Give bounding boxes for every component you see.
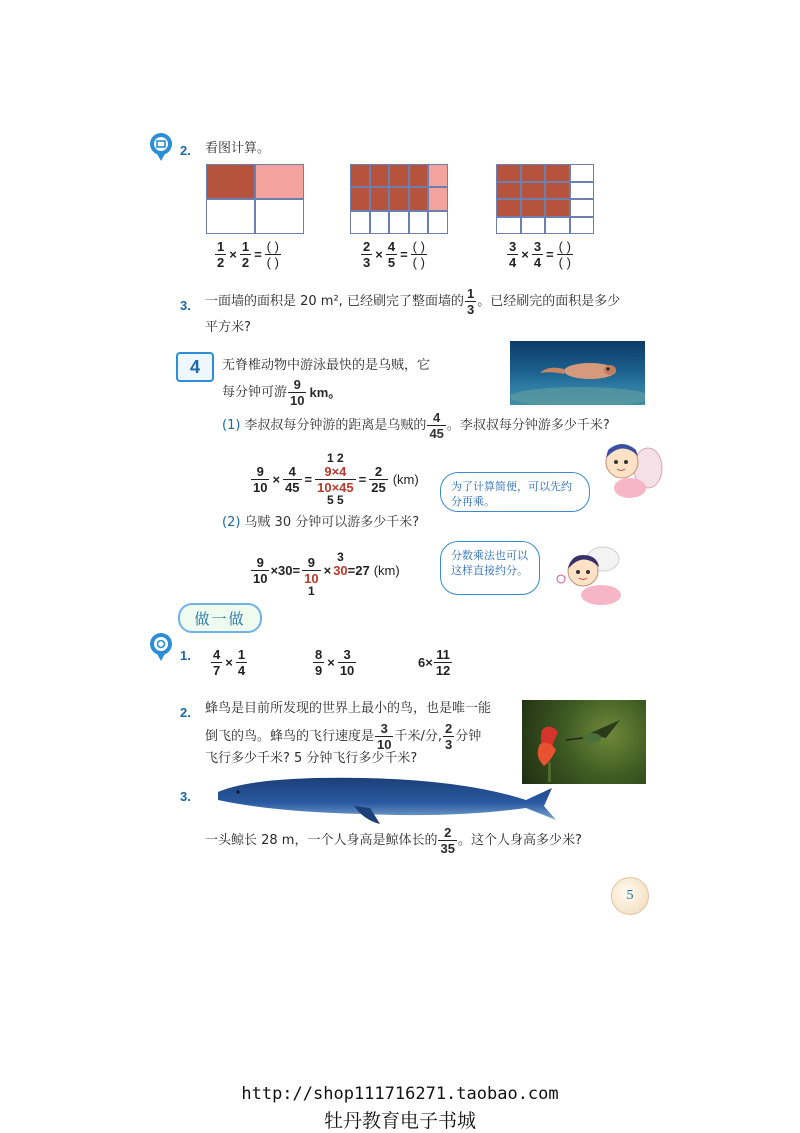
- grid-cell: [428, 164, 448, 187]
- grid-cell: [496, 217, 521, 235]
- grid-cell: [521, 164, 546, 182]
- grid-cell: [409, 187, 429, 210]
- page-number: 5: [611, 877, 649, 915]
- diagram-1-equation: $\frac{1}{2}$ × $\frac{1}{2}$ = $\frac{( )}{( )}$: [217, 239, 279, 270]
- grid-cell: [496, 199, 521, 217]
- p2-line1: 蜂鸟是目前所发现的世界上最小的鸟，也是唯一能: [205, 701, 492, 716]
- grid-cell: [570, 199, 595, 217]
- grid-cell: [409, 211, 429, 234]
- grid-cell: [570, 164, 595, 182]
- grid-cell: [545, 217, 570, 235]
- p2-line3: 飞行多少千米? 5 分钟飞行多少千米?: [205, 751, 418, 766]
- grid-cell: [350, 211, 370, 234]
- p3-text: 一头鲸长 28 m，一个人身高是鲸体长的 $\frac{2}{35}$ 。这个人身高多少米?: [205, 825, 582, 856]
- grid-cell: [545, 182, 570, 200]
- practice-title: 做一做: [178, 603, 262, 633]
- area-diagram-3: [496, 164, 594, 234]
- q3-line2: 平方米?: [205, 320, 251, 335]
- area-diagram-1: [206, 164, 304, 234]
- grid-cell: [389, 187, 409, 210]
- hint-bubble-2: 分数乘法也可以这样直接约分。: [440, 541, 540, 595]
- example-line2: 每分钟可游 $\frac{9}{10}$ km。: [222, 377, 342, 408]
- p1-expr-1: $\frac{4}{7}$ × $\frac{1}{4}$: [213, 647, 246, 678]
- grid-cell: [570, 217, 595, 235]
- q2-number: 2.: [180, 143, 191, 158]
- calc1-formula: $\frac{9}{10}$ × $\frac{4}{45}$ = 1 2 $\frac{9\times 4}{10\times 45}$ 5 5 = $\frac{2}{25}$ (km): [253, 451, 419, 507]
- p1-expr-3: 6× $\frac{11}{12}$: [418, 647, 451, 678]
- grid-cell: [350, 164, 370, 187]
- area-diagram-2: [350, 164, 448, 234]
- p2-number: 2.: [180, 705, 191, 720]
- q2-text: 看图计算。: [205, 141, 271, 156]
- p1-number: 1.: [180, 648, 191, 663]
- grid-cell: [389, 164, 409, 187]
- footer-shop: 牡丹教育电子书城: [323, 1110, 476, 1132]
- grid-cell: [389, 211, 409, 234]
- hint-bubble-1: 为了计算简便，可以先约分再乘。: [440, 472, 590, 512]
- grid-cell: [545, 164, 570, 182]
- footer-url: http://shop111716271.taobao.com: [241, 1084, 559, 1104]
- example-line1: 无脊椎动物中游泳最快的是乌贼，它: [222, 358, 431, 373]
- grid-cell: [370, 164, 390, 187]
- grid-cell: [521, 217, 546, 235]
- practice-marker-icon: [148, 632, 174, 662]
- grid-cell: [370, 187, 390, 210]
- grid-cell: [428, 211, 448, 234]
- whale-illustration: [214, 770, 558, 828]
- p2-line2: 倒飞的鸟。蜂鸟的飞行速度是 $\frac{3}{10}$ 千米/分, $\frac{2}{3}$ 分钟: [205, 721, 482, 752]
- lesson-marker-icon: [148, 132, 174, 162]
- q3-line1: 一面墙的面积是 20 m², 已经刷完了整面墙的 $\frac{1}{3}$ 。已经刷完的面积是多少: [205, 286, 621, 317]
- angel-character-icon: [592, 434, 664, 504]
- grid-cell: [545, 199, 570, 217]
- part1-question: (1) 李叔叔每分钟游的距离是乌贼的 $\frac{4}{45}$ 。李叔叔每分钟游多少千米?: [222, 410, 610, 441]
- diagram-2-equation: $\frac{2}{3}$ × $\frac{4}{5}$ = $\frac{( )}{( )}$: [363, 239, 425, 270]
- grid-cell: [521, 199, 546, 217]
- grid-cell: [428, 187, 448, 210]
- grid-cell: [570, 182, 595, 200]
- q3-number: 3.: [180, 298, 191, 313]
- example-badge: 4: [176, 352, 214, 382]
- calc2-formula: $\frac{9}{10}$ ×30= $\frac{9}{10}$ 1 × 3 30 =27 (km): [253, 550, 400, 598]
- p1-expr-2: $\frac{8}{9}$ × $\frac{3}{10}$: [315, 647, 355, 678]
- girl-character-icon: [553, 545, 629, 609]
- grid-cell: [370, 211, 390, 234]
- grid-cell: [496, 164, 521, 182]
- diagram-3-equation: $\frac{3}{4}$ × $\frac{3}{4}$ = $\frac{( )}{( )}$: [509, 239, 571, 270]
- grid-cell: [409, 164, 429, 187]
- p3-number: 3.: [180, 789, 191, 804]
- part2-question: (2) 乌贼 30 分钟可以游多少千米?: [222, 515, 420, 530]
- grid-cell: [350, 187, 370, 210]
- grid-cell: [496, 182, 521, 200]
- grid-cell: [521, 182, 546, 200]
- squid-photo: [510, 341, 645, 405]
